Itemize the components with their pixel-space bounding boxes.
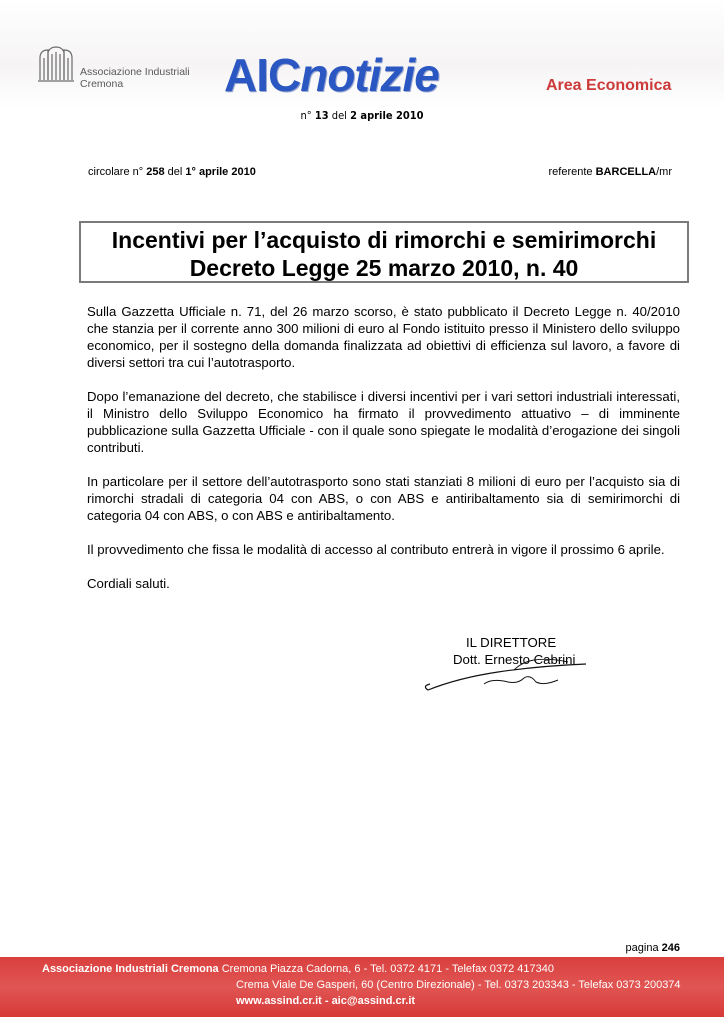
page-label: pagina xyxy=(625,942,659,954)
footer-web-email: www.assind.cr.it - aic@assind.cr.it xyxy=(236,995,416,1007)
association-name-line1: Associazione Industriali xyxy=(80,66,190,78)
association-logo-icon xyxy=(36,44,76,84)
issue-del: del xyxy=(331,109,347,122)
circolare-date: 1° aprile 2010 xyxy=(185,166,256,178)
referente-name: BARCELLA xyxy=(595,166,657,178)
issue-line xyxy=(0,109,724,122)
circolare-number: 258 xyxy=(146,166,165,178)
body-text xyxy=(87,303,680,592)
page-number xyxy=(626,942,680,954)
paragraph-2: Dopo l’emanazione del decreto, che stabilisce i diversi incentivi per i vari settori industriali interessati, il Ministro dello Sviluppo Economico ha firmato il provvedimento attuativo – di imminente pubblicazione sulla Gazzetta Ufficiale - con il quale sono spiegate le modalità d’erogazione dei singoli contributi. xyxy=(87,389,680,455)
signature-name: Dott. Ernesto Cabrini xyxy=(453,652,576,667)
association-name-line2: Cremona xyxy=(80,78,124,90)
title-box xyxy=(79,221,689,283)
referente-suffix: /mr xyxy=(656,166,672,178)
footer-address-cremona: Cremona Piazza Cadorna, 6 - Tel. 0372 4171 - Telefax 0372 417340 xyxy=(221,963,554,975)
issue-date: 2 aprile 2010 xyxy=(350,109,424,122)
referente-info xyxy=(549,166,672,178)
area-label: Area Economica xyxy=(546,77,672,94)
issue-number: 13 xyxy=(314,109,329,122)
brand-part1: AIC xyxy=(224,49,301,101)
circolare-del: del xyxy=(167,166,183,178)
signature-title: IL DIRETTORE xyxy=(466,635,557,650)
circolare-label: circolare n° xyxy=(88,166,144,178)
circolare-info xyxy=(88,166,256,178)
footer-line-1 xyxy=(42,963,554,975)
brand-logo xyxy=(224,48,439,104)
title-line-2: Decreto Legge 25 marzo 2010, n. 40 xyxy=(189,255,579,281)
handwritten-signature xyxy=(418,648,588,696)
issue-prefix: n° xyxy=(300,109,312,122)
paragraph-3: In particolare per il settore dell’autotrasporto sono stati stanziati 8 milioni di euro per l’acquisto sia di rimorchi stradali di categoria 04 con ABS, o con ABS e antiribaltamento sia di semirimorchi di categoria 04 con ABS, o con ABS e antiribaltamento. xyxy=(87,474,680,523)
brand-part2: notizie xyxy=(300,49,439,101)
footer-banner xyxy=(0,957,724,1017)
footer-address-crema: Crema Viale De Gasperi, 60 (Centro Direzionale) - Tel. 0373 203343 - Telefax 0373 200374 xyxy=(236,979,681,991)
paragraph-4: Il provvedimento che fissa le modalità di accesso al contributo entrerà in vigore il prossimo 6 aprile. xyxy=(87,542,665,557)
footer-org: Associazione Industriali Cremona xyxy=(42,963,219,975)
paragraph-1: Sulla Gazzetta Ufficiale n. 71, del 26 marzo scorso, è stato pubblicato il Decreto Legge n. 40/2010 che stanzia per il corrente anno 300 milioni di euro al Fondo istituito presso il Ministero dello sviluppo economico, per il sostegno della domanda finalizzata ad obiettivi di efficienza sul lavoro, a favore di diversi settori tra cui l’autotrasporto. xyxy=(87,304,680,370)
referente-label: referente xyxy=(548,166,593,178)
header-banner xyxy=(0,0,724,108)
page-value: 246 xyxy=(661,942,680,954)
association-name xyxy=(80,66,190,90)
title-line-1: Incentivi per l’acquisto di rimorchi e semirimorchi xyxy=(111,227,657,253)
paragraph-5: Cordiali saluti. xyxy=(87,576,170,591)
